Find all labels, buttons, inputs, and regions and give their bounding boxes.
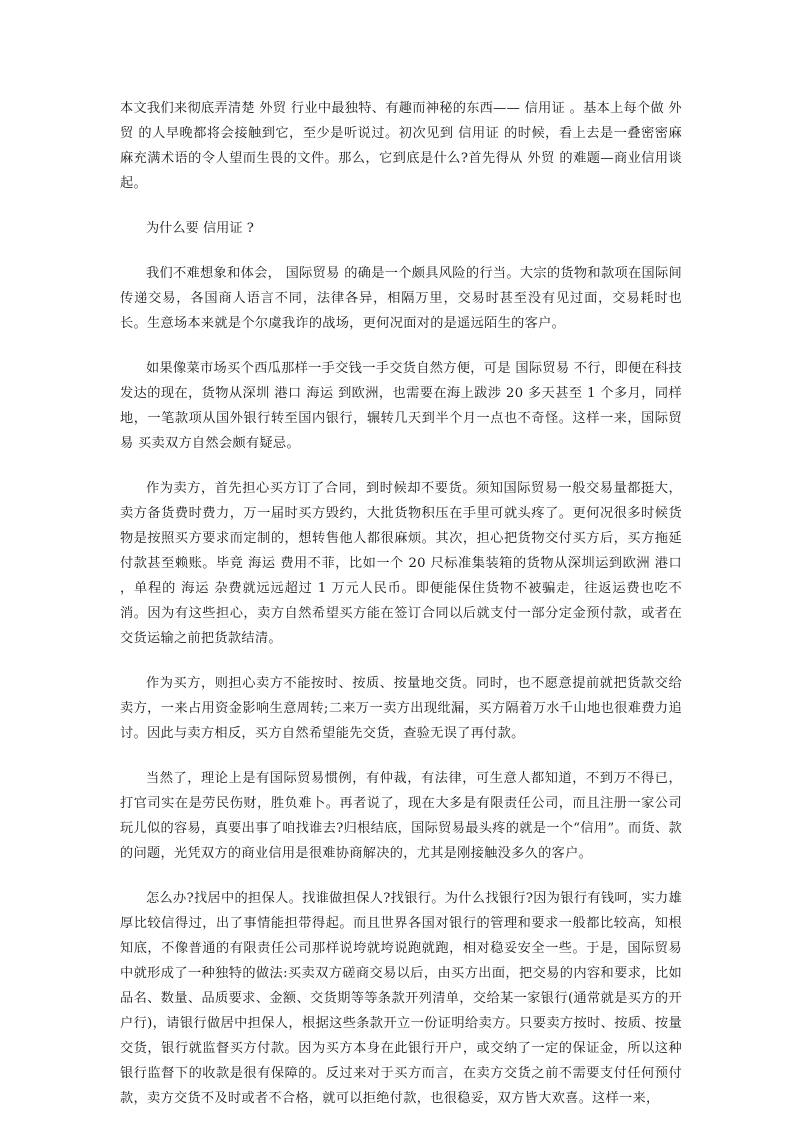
- body-paragraph: 当然了，理论上是有国际贸易惯例，有仲裁，有法律，可生意人都知道，不到万不得已，打官司实在是劳民伤财，胜负难卜。再者说了，现在大多是有限责任公司，而且注册一家公司玩儿似的容易，真要出事了咱找谁去?归根结底，国际贸易最头疼的就是一个“信用”。而货、款的问题，光凭双方的商业信用是很难协商解决的，尤其是刚接触没多久的客户。: [120, 771, 682, 861]
- document-page: [120, 96, 682, 1131]
- body-paragraph: 我们不难想象和体会， 国际贸易 的确是一个颇具风险的行当。大宗的货物和款项在国际间传递交易，各国商人语言不同，法律各异，相隔万里，交易时甚至没有见过面，交易耗时也长。生意场本来就是个尔虞我诈的战场，更何况面对的是遥远陌生的客户。: [120, 266, 682, 331]
- intro-paragraph: 本文我们来彻底弄清楚 外贸 行业中最独特、有趣而神秘的东西—— 信用证 。基本上每个做 外贸 的人早晚都将会接触到它，至少是听说过。初次见到 信用证 的时候，看上去是一叠密密麻麻充满术语的令人望而生畏的文件。那么，它到底是什么?首先得从 外贸 的难题—商业信用谈起。: [120, 101, 682, 191]
- body-paragraph: 如果像菜市场买个西瓜那样一手交钱一手交货自然方便，可是 国际贸易 不行，即便在科技发达的现在，货物从深圳 港口 海运 到欧洲，也需要在海上跋涉 20 多天甚至 1 个多月，同样地，一笔款项从国外银行转至国内银行，辗转几天到半个月一点也不奇怪。这样一来，国际贸易 买卖双方自然会颇有疑忌。: [120, 361, 682, 451]
- body-paragraph: 作为买方，则担心卖方不能按时、按质、按量地交货。同时，也不愿意提前就把货款交给卖方，一来占用资金影响生意周转;二来万一卖方出现纰漏，买方隔着万水千山地也很难费力追讨。因此与卖方相反，买方自然希望能先交货，查验无误了再付款。: [120, 676, 682, 741]
- body-paragraph: 怎么办?找居中的担保人。找谁做担保人?找银行。为什么找银行?因为银行有钱呵，实力雄厚比较信得过，出了事情能担带得起。而且世界各国对银行的管理和要求一般都比较高，知根知底，不像普通的有限责任公司那样说垮就垮说跑就跑，相对稳妥安全一些。于是，国际贸易中就形成了一种独特的做法:买卖双方磋商交易以后，由买方出面，把交易的内容和要求，比如品名、数量、品质要求、金额、交货期等等条款开列清单，交给某一家银行(通常就是买方的开户行)，请银行做居中担保人，根据这些条款开立一份证明给卖方。只要卖方按时、按质、按量交货，银行就监督买方付款。因为买方本身在此银行开户，或交纳了一定的保证金，所以这种银行监督下的收款是很有保障的。反过来对于买方而言，在卖方交货之前不需要支付任何预付款，卖方交货不及时或者不合格，就可以拒绝付款，也很稳妥，双方皆大欢喜。这样一来，: [120, 891, 682, 1106]
- section-heading: 为什么要 信用证 ?: [146, 221, 254, 236]
- body-paragraph: 作为卖方，首先担心买方订了合同，到时候却不要货。须知国际贸易一般交易量都挺大，卖方备货费时费力，万一届时买方毁约，大批货物积压在手里可就头疼了。更何况很多时候货物是按照买方要求而定制的，想转售他人都很麻烦。其次，担心把货物交付买方后，买方拖延付款甚至赖账。毕竟 海运 费用不菲，比如一个 20 尺标准集装箱的货物从深圳运到欧洲 港口 ，单程的 海运 杂费就远远超过 1 万元人民币。即便能保住货物不被骗走，往返运费也吃不消。因为有这些担心，卖方自然希望买方能在签订合同以后就支付一部分定金预付款，或者在交货运输之前把货款结清。: [120, 481, 682, 646]
